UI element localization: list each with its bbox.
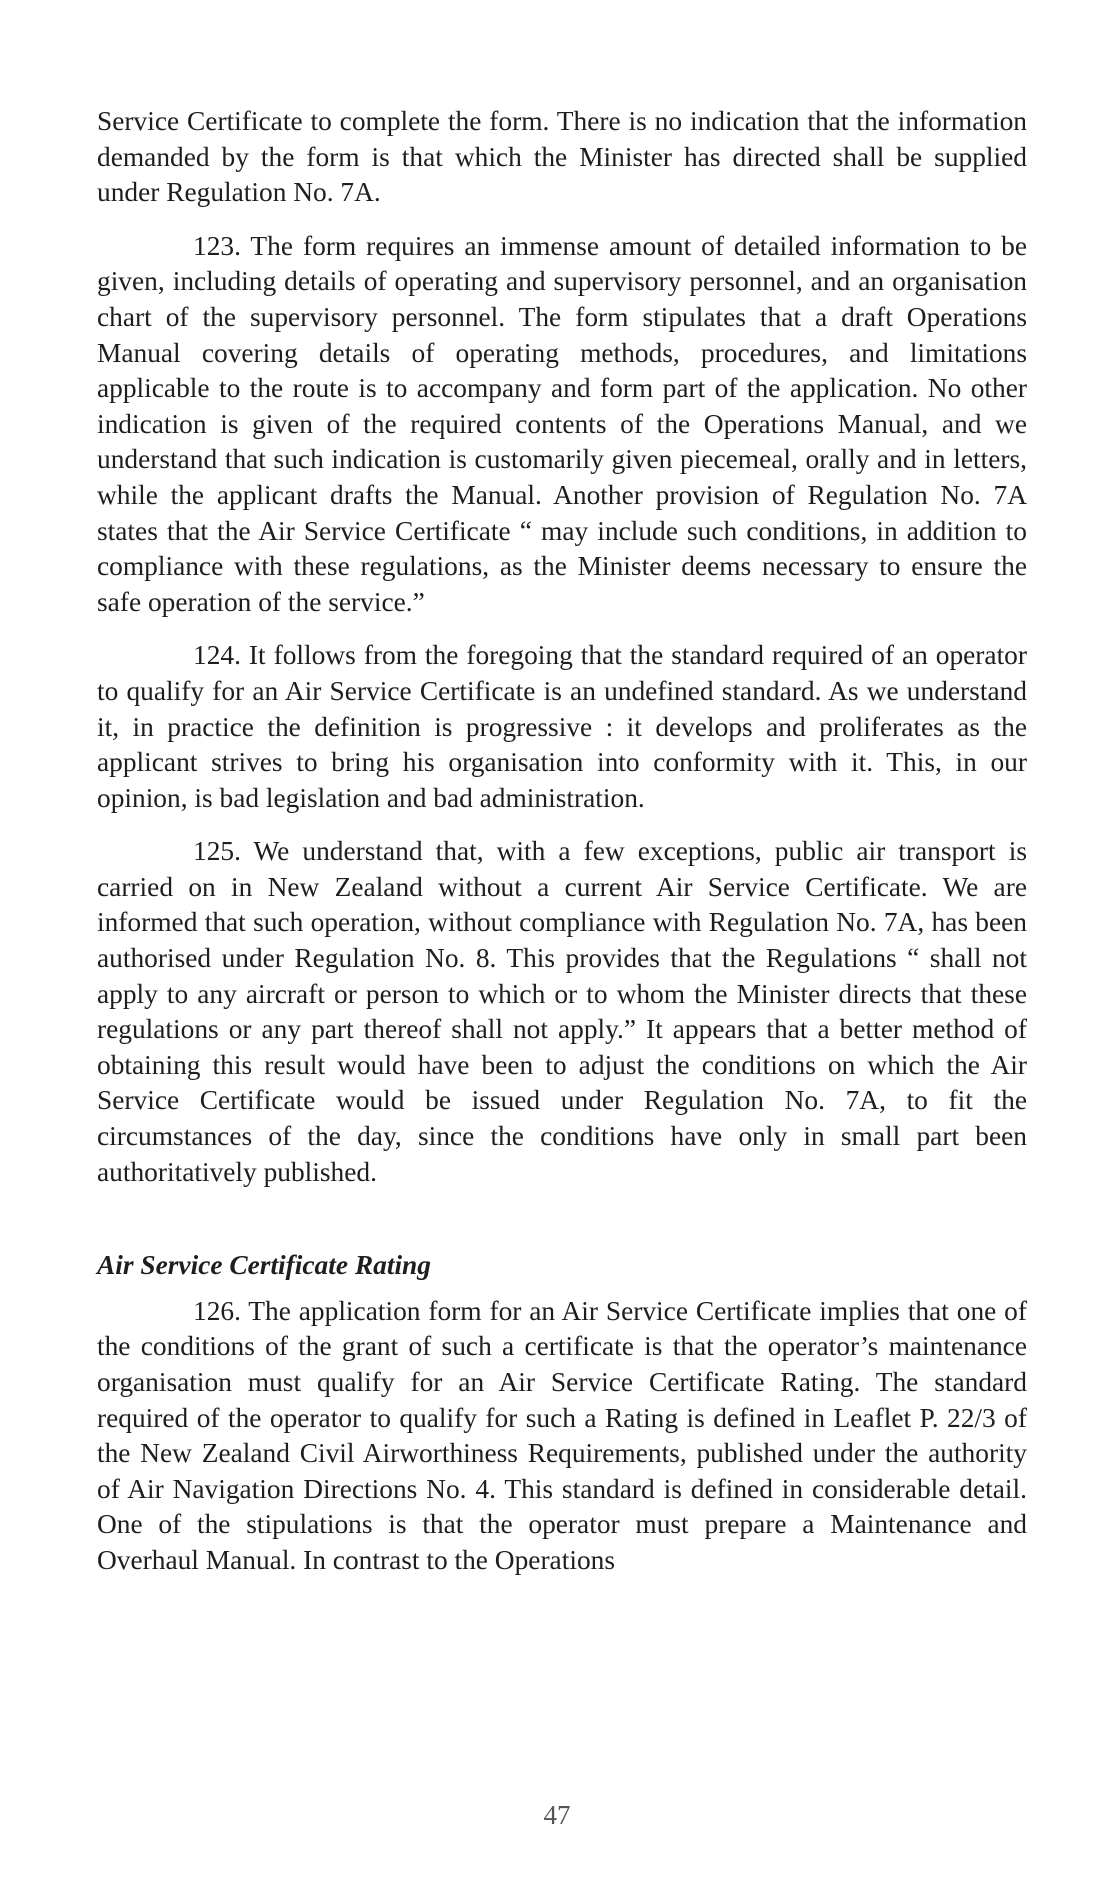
paragraph-125: 125. We understand that, with a few exceptions, public air transport is carried on in New Zealand without a current Air Service Certificate. We are informed that such operation, without compliance with Regulation No. 7A, has been authorised under Regulation No. 8. This provides that the Regulations “ shall not apply to any aircraft or person to which or to whom the Minister directs that these regulations or any part thereof shall not apply.” It appears that a better method of obtaining this result would have been to adjust the conditions on which the Air Service Certificate would be issued under Regulation No. 7A, to fit the circumstances of the day, since the conditions have only in small part been authoritatively published. [97,836,1027,1187]
paragraph-124: 124. It follows from the foregoing that the standard required of an operator to qualify for an Air Service Certificate is an undefined standard. As we understand it, in practice the definition is progressive : it develops and proliferates as the applicant strives to bring his organisation into conformity with it. This, in our opinion, is bad legislation and bad administration. [97,640,1027,813]
document-page [97,104,1027,1579]
paragraph-123: 123. The form requires an immense amount of detailed information to be given, including details of operating and supervisory personnel, and an organisation chart of the supervisory personnel. The form stipulates that a draft Operations Manual covering details of operating methods, procedures, and limitations applicable to the route is to accompany and form part of the application. No other indication is given of the required contents of the Operations Manual, and we understand that such indication is customarily given piecemeal, orally and in letters, while the applicant drafts the Manual. Another provision of Regulation No. 7A states that the Air Service Certificate “ may include such conditions, in addition to compliance with these regulations, as the Minister deems necessary to ensure the safe operation of the service.” [97,230,1027,617]
paragraph-continued: Service Certificate to complete the form. There is no indication that the information demanded by the form is that which the Minister has directed shall be supplied under Regulation No. 7A. [97,106,1027,208]
paragraph-126: 126. The application form for an Air Service Certificate implies that one of the conditions of the grant of such a certificate is that the operator’s maintenance organisation must qualify for an Air Service Certificate Rating. The standard required of the operator to qualify for such a Rating is defined in Leaflet P. 22/3 of the New Zealand Civil Airworthiness Requirements, published under the authority of Air Navigation Directions No. 4. This standard is defined in considerable detail. One of the stipulations is that the operator must prepare a Maintenance and Overhaul Manual. In contrast to the Operations [97,1295,1027,1575]
page-number: 47 [543,1800,571,1830]
section-heading: Air Service Certificate Rating [97,1250,431,1281]
